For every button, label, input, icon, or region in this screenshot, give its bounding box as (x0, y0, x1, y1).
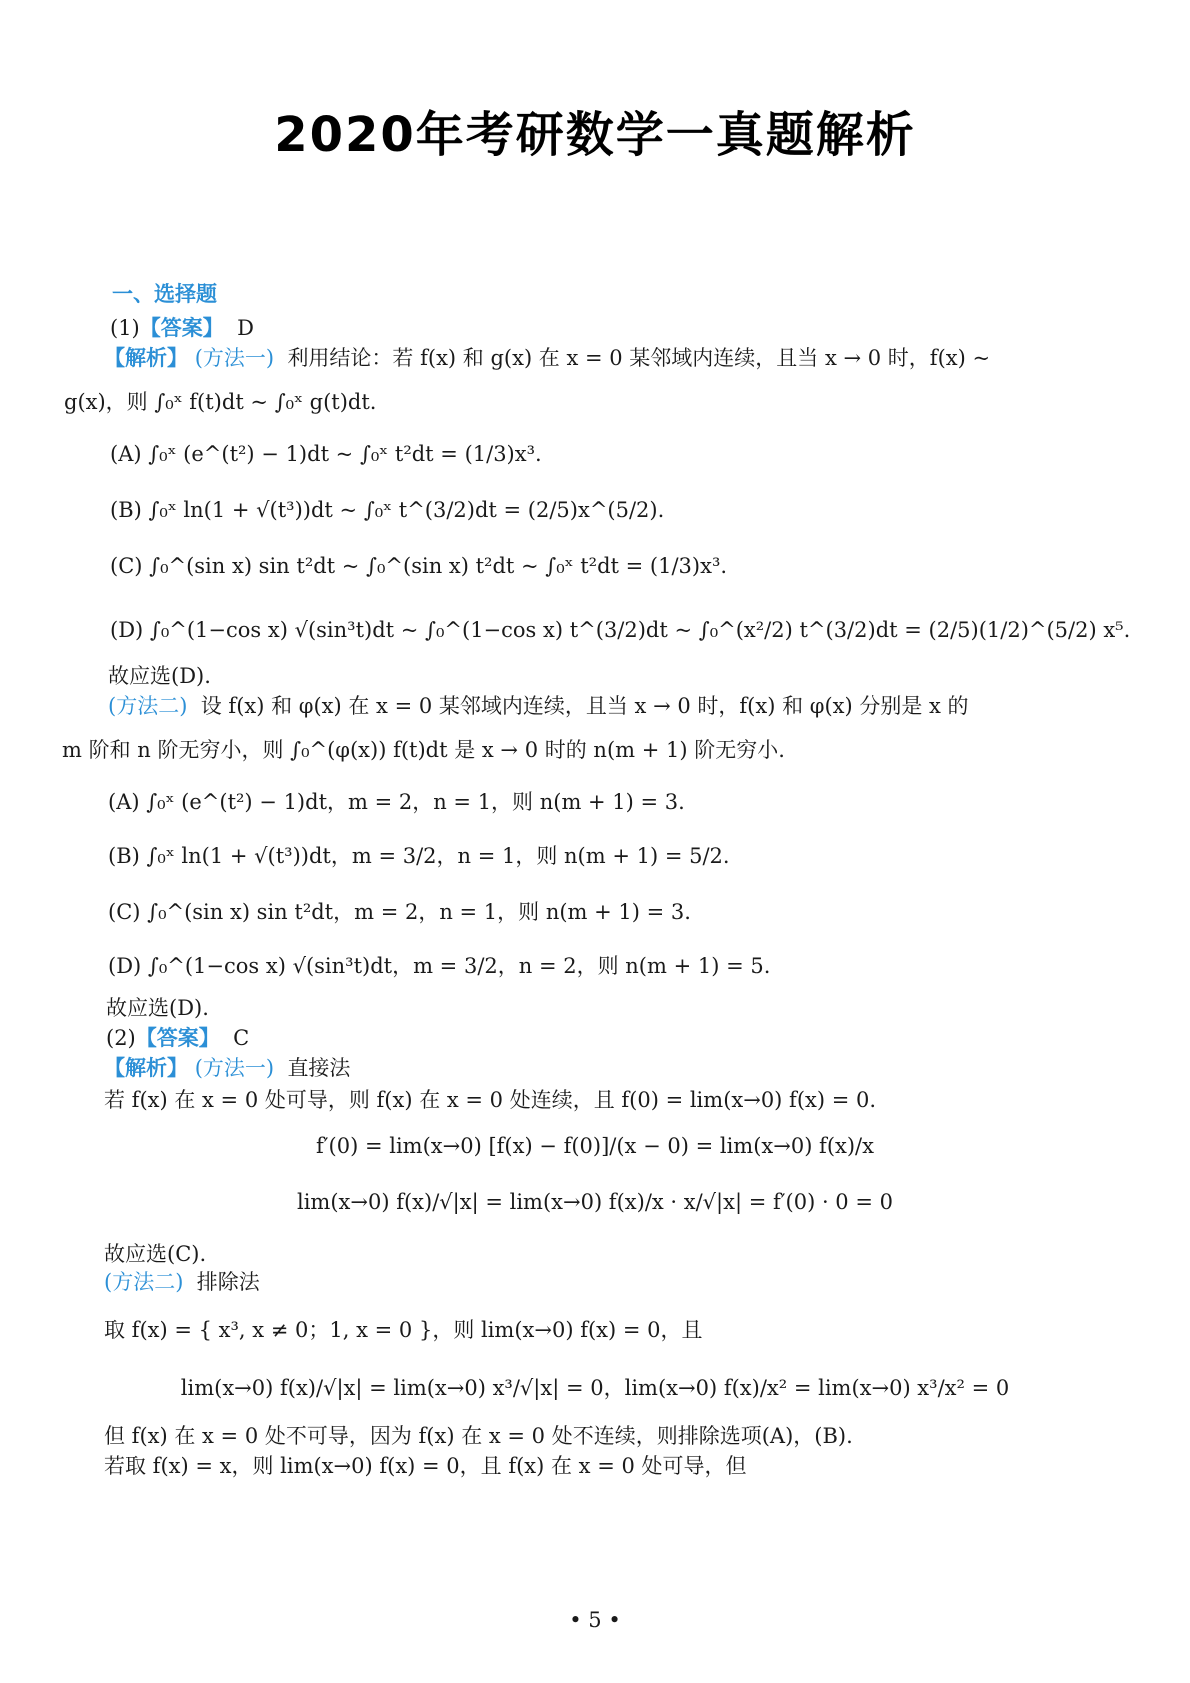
q1-method1-tag: (方法一) (194, 346, 275, 370)
q2-method2-name: 排除法 (196, 1270, 260, 1294)
q1-m2-option-a: (A) ∫₀ˣ (e^(t²) − 1)dt，m = 2，n = 1，则 n(m + 1) = 3. (108, 790, 685, 814)
section-heading: 一、选择题 (112, 282, 217, 306)
q2-answer-line (106, 1024, 249, 1052)
q1-method1-line1 (104, 344, 990, 372)
q1-m2-conclusion: 故应选(D). (106, 996, 209, 1020)
q1-m1-option-d: (D) ∫₀^(1−cos x) √(sin³t)dt ~ ∫₀^(1−cos x) t^(3/2)dt ~ ∫₀^(x²/2) t^(3/2)dt = (2/5)(1/2)^(5/2) x⁵. (110, 618, 1131, 642)
q1-m1-option-a: (A) ∫₀ˣ (e^(t²) − 1)dt ~ ∫₀ˣ t²dt = (1/3)x³. (110, 442, 542, 466)
q1-answer-line (110, 314, 254, 342)
q1-m1-option-c: (C) ∫₀^(sin x) sin t²dt ~ ∫₀^(sin x) t²dt ~ ∫₀ˣ t²dt = (1/3)x³. (110, 554, 728, 578)
q2-answer-tag: 【答案】 (135, 1025, 220, 1050)
q1-method2-line1 (108, 692, 969, 720)
q2-method1-heading (104, 1054, 350, 1082)
q1-method2-line2: m 阶和 n 阶无穷小，则 ∫₀^(φ(x)) f(t)dt 是 x → 0 时的 n(m + 1) 阶无穷小. (62, 738, 785, 762)
q1-method2-tag: (方法二) (108, 694, 188, 718)
q2-method2-tag: (方法二) (104, 1270, 184, 1294)
q2-but-line: 但 f(x) 在 x = 0 处不可导，因为 f(x) 在 x = 0 处不连续，则排除选项(A)，(B). (104, 1424, 853, 1448)
q2-if-take-line: 若取 f(x) = x，则 lim(x→0) f(x) = 0，且 f(x) 在 x = 0 处可导，但 (104, 1454, 747, 1478)
q1-answer-tag: 【答案】 (139, 315, 224, 340)
q1-m1-conclusion: 故应选(D). (108, 664, 211, 688)
page-title: 2020年考研数学一真题解析 (274, 107, 916, 163)
q2-equation-1: f′(0) = lim(x→0) [f(x) − f(0)]/(x − 0) = lim(x→0) f(x)/x (316, 1134, 874, 1158)
q2-equation-2: lim(x→0) f(x)/√|x| = lim(x→0) f(x)/x · x/√|x| = f′(0) · 0 = 0 (297, 1190, 893, 1214)
q2-take-function: 取 f(x) = { x³, x ≠ 0；1, x = 0 }，则 lim(x→0) f(x) = 0，且 (104, 1318, 703, 1342)
q2-method2-heading (104, 1268, 260, 1296)
q1-method1-line2: g(x)，则 ∫₀ˣ f(t)dt ~ ∫₀ˣ g(t)dt. (64, 390, 377, 414)
q1-m2-option-c: (C) ∫₀^(sin x) sin t²dt，m = 2，n = 1，则 n(m + 1) = 3. (108, 900, 691, 924)
q1-analysis-tag: 【解析】 (104, 345, 188, 370)
q1-method2-text: 设 f(x) 和 φ(x) 在 x = 0 某邻域内连续，且当 x → 0 时，f(x) 和 φ(x) 分别是 x 的 (200, 694, 969, 718)
q1-m1-option-b: (B) ∫₀ˣ ln(1 + √(t³))dt ~ ∫₀ˣ t^(3/2)dt = (2/5)x^(5/2). (110, 498, 665, 522)
q2-number: (2) (106, 1026, 136, 1050)
q1-m2-option-b: (B) ∫₀ˣ ln(1 + √(t³))dt，m = 3/2，n = 1，则 n(m + 1) = 5/2. (108, 844, 730, 868)
q2-equation-3: lim(x→0) f(x)/√|x| = lim(x→0) x³/√|x| = 0，lim(x→0) f(x)/x² = lim(x→0) x³/x² = 0 (180, 1376, 1010, 1400)
q1-method1-text: 利用结论：若 f(x) 和 g(x) 在 x = 0 某邻域内连续，且当 x → 0 时，f(x) ~ (287, 346, 991, 370)
q1-m2-option-d: (D) ∫₀^(1−cos x) √(sin³t)dt，m = 3/2，n = 2，则 n(m + 1) = 5. (108, 954, 771, 978)
q2-analysis-tag: 【解析】 (104, 1055, 188, 1080)
q2-line1: 若 f(x) 在 x = 0 处可导，则 f(x) 在 x = 0 处连续，且 f(0) = lim(x→0) f(x) = 0. (104, 1088, 877, 1112)
q2-conclusion: 故应选(C). (104, 1242, 207, 1266)
q1-number: (1) (110, 316, 140, 340)
q1-answer: D (237, 316, 254, 340)
q2-answer: C (233, 1026, 250, 1050)
q2-method1-tag: (方法一) (194, 1056, 275, 1080)
page-number: • 5 • (569, 1608, 621, 1632)
q2-method1-name: 直接法 (287, 1056, 351, 1080)
